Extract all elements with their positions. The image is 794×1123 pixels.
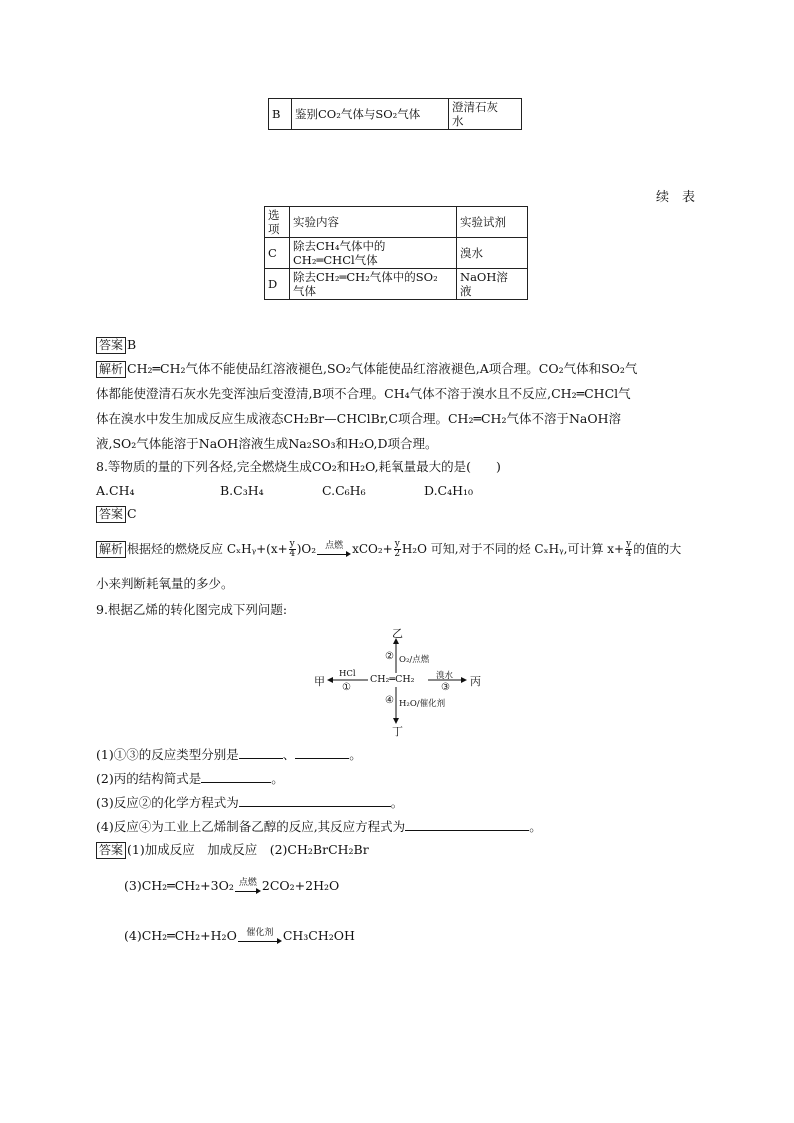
content-cell <box>290 269 457 300</box>
equation-left: (4)CH₂═CH₂+H₂O <box>124 928 237 943</box>
node-top: 乙 <box>392 627 403 640</box>
content-line: 气体 <box>293 284 316 298</box>
period: 。 <box>349 747 362 762</box>
q8-option-a: A.CH₄ <box>96 483 135 498</box>
answer-blank <box>201 770 271 783</box>
num-right: ③ <box>441 682 450 693</box>
content-line: CH₂═CHCl气体 <box>293 253 378 267</box>
q9-answer-4 <box>124 928 355 945</box>
q8-analysis-1 <box>96 540 681 559</box>
reaction-arrow <box>238 929 282 945</box>
fraction <box>394 540 401 559</box>
option-cell: B <box>269 99 292 130</box>
cond-right: 溴水 <box>436 671 454 681</box>
q9-sub1 <box>96 746 362 763</box>
question-text: (3)反应②的化学方程式为 <box>96 795 239 810</box>
q7-analysis-3: 体在溴水中发生加成反应生成液态CH₂Br—CHClBr,C项合理。CH₂═CH₂气体不溶于NaOH溶 <box>96 411 622 426</box>
content-line: 除去CH₄气体中的 <box>293 239 386 253</box>
answer-label: 答案 <box>96 337 126 354</box>
question-text: (4)反应④为工业上乙烯制备乙醇的反应,其反应方程式为 <box>96 819 406 834</box>
period: 。 <box>390 795 404 810</box>
numerator: y <box>626 539 632 549</box>
q8-answer <box>96 506 137 523</box>
answer-label: 答案 <box>96 842 126 859</box>
content-cell <box>290 238 457 269</box>
q9-answer-1 <box>96 842 369 859</box>
q8-analysis-2: 小来判断耗氧量的多少。 <box>96 576 234 591</box>
cond-left: HCl <box>339 669 356 679</box>
fraction <box>289 540 296 559</box>
q9-sub4 <box>96 818 542 835</box>
answer-blank <box>405 818 529 831</box>
question-text: (2)丙的结构简式是 <box>96 771 202 786</box>
analysis-label: 解析 <box>96 541 126 558</box>
table-row <box>265 269 528 300</box>
num-left: ① <box>342 682 351 693</box>
reaction-arrow <box>317 542 351 558</box>
numerator: y <box>394 539 400 549</box>
reaction-arrow <box>235 879 261 895</box>
analysis-text: 的值的大 <box>633 542 682 556</box>
q8-option-b: B.C₃H₄ <box>220 483 264 498</box>
answer-blank <box>239 746 283 759</box>
q7-analysis-2: 体都能使澄清石灰水先变浑浊后变澄清,B项不合理。CH₄气体不溶于溴水且不反应,CH₂═CHCl气 <box>96 386 631 401</box>
equation-right: CH₃CH₂OH <box>282 928 355 943</box>
denominator: 4 <box>625 549 632 559</box>
reagent-line: 液 <box>460 284 472 298</box>
denominator: 2 <box>394 549 401 559</box>
option-cell: D <box>265 269 290 300</box>
table-2 <box>264 206 528 300</box>
reagent-cell <box>457 269 528 300</box>
node-left: 甲 <box>314 675 325 688</box>
answer-blank <box>239 794 391 807</box>
question-text: (1)①③的反应类型分别是 <box>96 747 239 762</box>
option-cell: C <box>265 238 290 269</box>
node-bottom: 丁 <box>392 725 403 738</box>
q8-answer-value: C <box>127 506 137 521</box>
table-1 <box>268 98 522 130</box>
table-row <box>265 238 528 269</box>
cond-bottom: H₂O/催化剂 <box>399 699 446 709</box>
table-header-row <box>265 207 528 238</box>
q9-answer-3 <box>124 878 339 895</box>
arrow-condition: 催化剂 <box>246 927 274 938</box>
analysis-text: 根据烃的燃烧反应 CₓHᵧ+(x+ <box>127 542 288 556</box>
separator: 、 <box>282 747 296 762</box>
period: 。 <box>529 819 542 834</box>
reagent-text: 澄清石灰水 <box>452 100 498 128</box>
reagent-cell <box>449 99 522 130</box>
continued-label: 续 表 <box>656 190 696 205</box>
node-center: CH₂═CH₂ <box>370 674 415 685</box>
q8-option-d: D.C₄H₁₀ <box>424 483 474 498</box>
reagent-line: NaOH溶 <box>460 270 508 284</box>
q9-sub3 <box>96 794 403 811</box>
reagent-cell: 溴水 <box>457 238 528 269</box>
arrow-condition: 点燃 <box>325 540 344 551</box>
q8-option-c: C.C₆H₆ <box>322 483 366 498</box>
content-cell: 鉴别CO₂气体与SO₂气体 <box>292 99 449 130</box>
q7-answer <box>96 337 136 354</box>
header-reagent: 实验试剂 <box>457 207 528 238</box>
fraction <box>625 540 632 559</box>
q9-sub2 <box>96 770 284 787</box>
header-content: 实验内容 <box>290 207 457 238</box>
analysis-text: xCO₂+ <box>352 542 393 556</box>
q7-analysis-1 <box>96 361 637 378</box>
header-option: 选项 <box>268 208 280 236</box>
answer-label: 答案 <box>96 506 126 523</box>
denominator: 4 <box>289 549 296 559</box>
equation-left: (3)CH₂═CH₂+3O₂ <box>124 878 234 893</box>
content-line: 除去CH₂═CH₂气体中的SO₂ <box>293 270 438 284</box>
answer-blank <box>295 746 349 759</box>
analysis-text: CH₂═CH₂气体不能使品红溶液褪色,SO₂气体能使品红溶液褪色,A项合理。CO₂气体和SO₂气 <box>127 361 638 376</box>
analysis-label: 解析 <box>96 361 126 378</box>
q7-analysis-4: 液,SO₂气体能溶于NaOH溶液生成Na₂SO₃和H₂O,D项合理。 <box>96 436 438 451</box>
ethylene-conversion-diagram <box>310 625 490 737</box>
q7-answer-value: B <box>127 337 137 352</box>
node-right: 丙 <box>470 675 481 688</box>
answer-text: (1)加成反应 加成反应 (2)CH₂BrCH₂Br <box>127 842 369 857</box>
numerator: y <box>289 539 295 549</box>
equation-right: 2CO₂+2H₂O <box>261 878 340 893</box>
arrow-condition: 点燃 <box>238 877 257 888</box>
analysis-text: )O₂ <box>296 542 317 556</box>
analysis-text: H₂O 可知,对于不同的烃 CₓHᵧ,可计算 x+ <box>401 542 625 556</box>
cond-top: O₂/点燃 <box>399 655 430 665</box>
num-top: ② <box>385 651 394 662</box>
period: 。 <box>271 771 284 786</box>
num-bottom: ④ <box>385 695 394 706</box>
q9-stem: 9.根据乙烯的转化图完成下列问题: <box>96 602 288 617</box>
q8-stem: 8.等物质的量的下列各烃,完全燃烧生成CO₂和H₂O,耗氧量最大的是( ) <box>96 459 501 474</box>
table-row <box>269 99 522 130</box>
